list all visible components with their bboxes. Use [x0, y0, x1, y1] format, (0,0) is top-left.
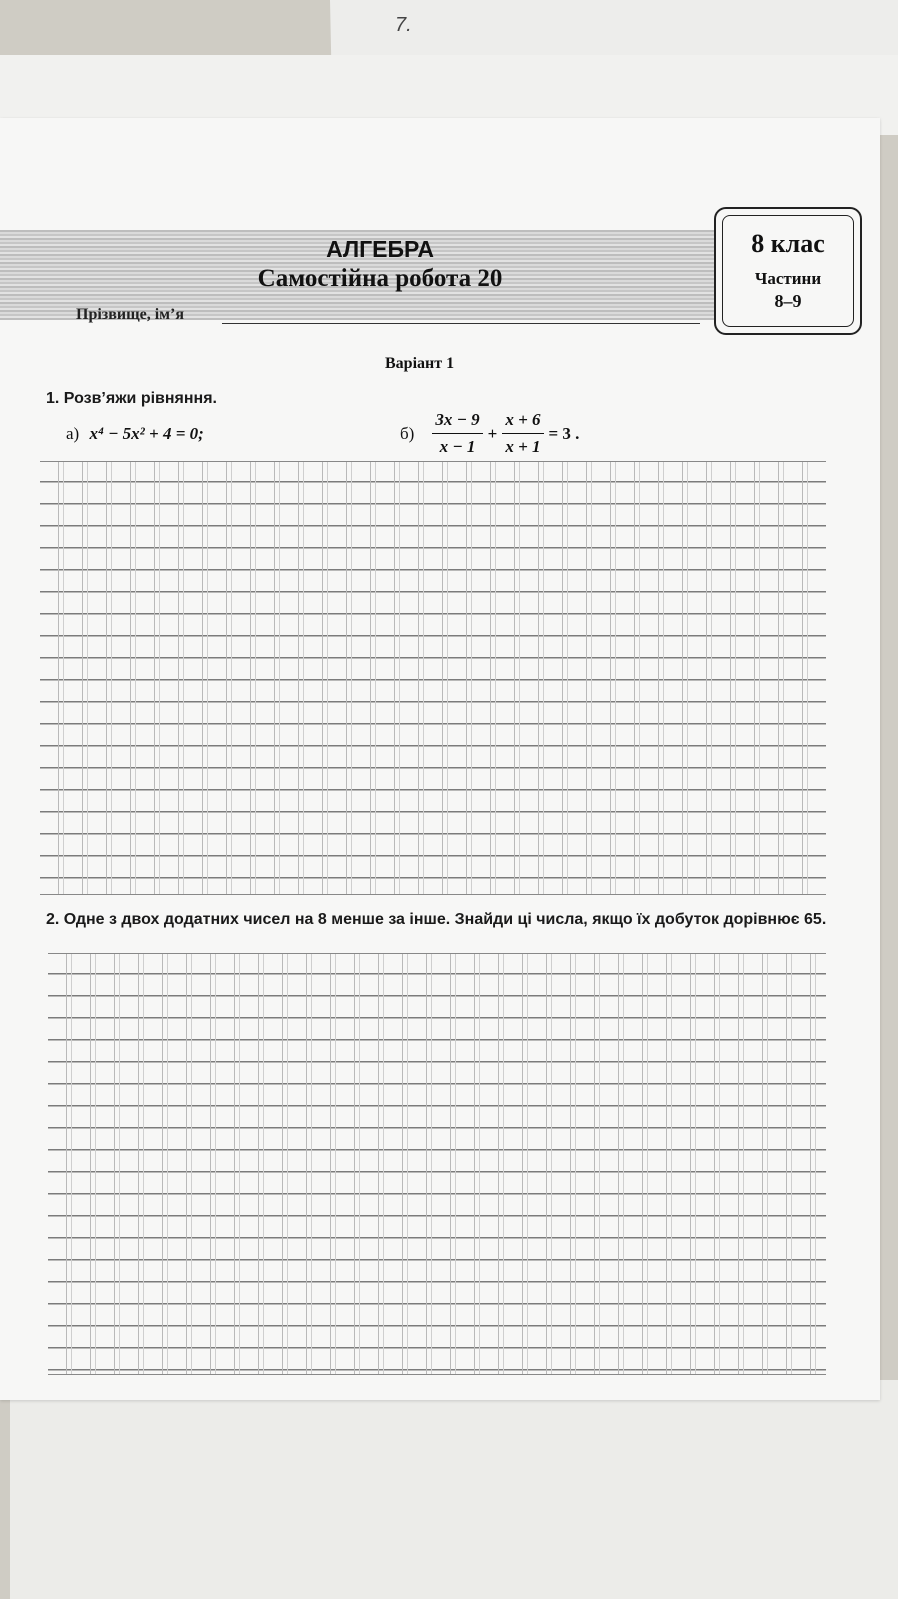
fraction-1-numerator: 3x − 9 [432, 410, 482, 434]
worksheet [0, 118, 880, 1400]
background-sheet-number: 7. [395, 14, 412, 36]
fraction-1-denominator: x − 1 [439, 437, 476, 456]
answer-area-task-2[interactable] [48, 953, 826, 1375]
answer-area-task-1[interactable] [40, 461, 826, 895]
equation-b-label: б) [400, 423, 415, 443]
subject-title: АЛГЕБРА [326, 236, 434, 262]
task-1-text: 1. Розв’яжи рівняння. [46, 390, 217, 407]
fraction-1 [432, 410, 482, 457]
equation-b [400, 410, 582, 457]
task-2-text: 2. Одне з двох додатних чисел на 8 менше за інше. Знайди ці числа, якщо їх добуток дорівнює 65. [46, 911, 827, 928]
grade-label: 8 клас [751, 229, 825, 258]
fraction-2 [502, 410, 543, 457]
background-sheet [10, 1380, 898, 1599]
variant-heading: Варіант 1 [385, 355, 455, 372]
fraction-2-numerator: x + 6 [502, 410, 543, 434]
parts-range: 8–9 [774, 291, 802, 311]
grade-box [714, 207, 862, 335]
fraction-2-denominator: x + 1 [505, 437, 541, 456]
equation-a-expression: x⁴ − 5x² + 4 = 0; [89, 424, 204, 443]
equation-b-rhs: = 3 . [548, 423, 580, 443]
parts-label: Частини [754, 269, 822, 288]
work-title: Самостійна робота 20 [257, 265, 503, 292]
equation-a [66, 424, 204, 444]
equation-a-label: а) [66, 424, 80, 443]
plus-operator: + [487, 423, 498, 443]
name-label: Прізвище, ім’я [76, 306, 185, 323]
name-field-line[interactable] [222, 323, 700, 324]
